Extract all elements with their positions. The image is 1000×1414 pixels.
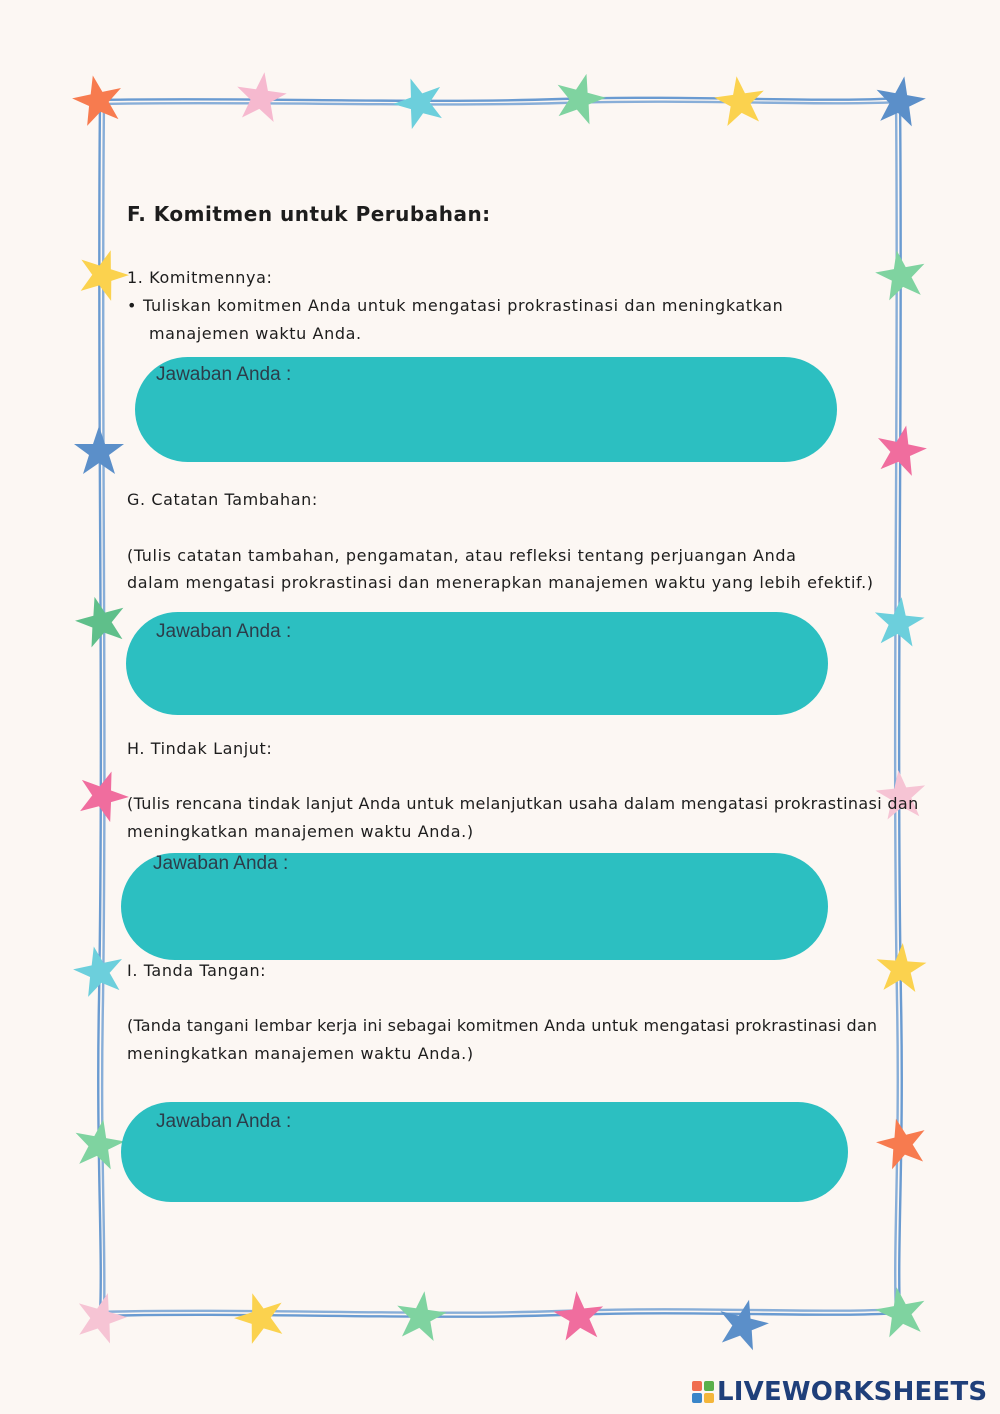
section-h-instruction-line2: meningkatkan manajemen waktu Anda.) — [127, 822, 474, 841]
liveworksheets-logo-text: LIVEWORKSHEETS — [717, 1377, 988, 1407]
star-yellow-icon — [233, 1290, 287, 1344]
section-f-heading: F. Komitmen untuk Perubahan: — [127, 202, 491, 226]
star-sky-icon — [72, 944, 126, 998]
star-orange-icon — [875, 1116, 929, 1170]
liveworksheets-logo-icon — [692, 1381, 714, 1403]
answer-box-section-g[interactable] — [126, 612, 828, 715]
star-sky-icon — [392, 75, 446, 129]
star-sky-icon — [872, 595, 926, 649]
answer-input-section-f[interactable] — [165, 405, 797, 448]
star-green-icon — [874, 248, 928, 302]
star-hotpink-icon — [874, 423, 928, 477]
section-i-heading: I. Tanda Tangan: — [127, 961, 267, 980]
star-yellow-icon — [874, 941, 928, 995]
section-g-instruction-line2: dalam mengatasi prokrastinasi dan menerapkan manajemen waktu yang lebih efektif.) — [127, 573, 874, 592]
star-hotpink-icon — [76, 768, 130, 822]
star-pink-icon — [74, 1290, 128, 1344]
section-i-instruction-line1: (Tanda tangani lembar kerja ini sebagai komitmen Anda untuk mengatasi prokrastinasi dan — [127, 1016, 878, 1035]
star-pink-icon — [234, 70, 288, 124]
bullet-icon: • — [127, 296, 138, 315]
answer-label: Jawaban Anda : — [156, 621, 292, 642]
answer-input-section-i[interactable] — [151, 1150, 808, 1188]
star-green-icon — [74, 594, 128, 648]
answer-input-section-g[interactable] — [156, 660, 788, 701]
answer-label: Jawaban Anda : — [156, 364, 292, 385]
section-i-instruction-line2: meningkatkan manajemen waktu Anda.) — [127, 1044, 474, 1063]
section-f-instruction-line2: manajemen waktu Anda. — [149, 324, 362, 343]
section-f-item-title: 1. Komitmennya: — [127, 268, 273, 287]
star-blue-icon — [72, 424, 126, 478]
section-h-instruction-line1: (Tulis rencana tindak lanjut Anda untuk melanjutkan usaha dalam mengatasi prokrastinasi dan — [127, 794, 919, 813]
star-green-icon — [874, 1285, 928, 1339]
liveworksheets-logo[interactable] — [692, 1375, 987, 1409]
star-hotpink-icon — [552, 1289, 606, 1343]
star-green-icon — [72, 1117, 126, 1171]
answer-box-section-i[interactable] — [121, 1102, 848, 1202]
section-g-heading: G. Catatan Tambahan: — [127, 490, 318, 509]
answer-box-section-h[interactable] — [121, 853, 828, 960]
star-green-icon — [394, 1289, 448, 1343]
section-h-heading: H. Tindak Lanjut: — [127, 739, 273, 758]
star-yellow-icon — [713, 74, 767, 128]
answer-box-section-f[interactable] — [135, 357, 837, 462]
answer-input-section-h[interactable] — [151, 901, 788, 946]
star-blue-icon — [873, 74, 927, 128]
answer-label: Jawaban Anda : — [156, 1111, 292, 1132]
answer-label: Jawaban Anda : — [153, 853, 289, 874]
star-blue-icon — [716, 1297, 770, 1351]
star-orange-icon — [71, 73, 125, 127]
star-yellow-icon — [76, 247, 130, 301]
section-g-instruction-line1: (Tulis catatan tambahan, pengamatan, atau refleksi tentang perjuangan Anda — [127, 546, 797, 565]
star-green-icon — [553, 71, 607, 125]
section-f-instruction-line1: Tuliskan komitmen Anda untuk mengatasi prokrastinasi dan meningkatkan — [143, 296, 784, 315]
